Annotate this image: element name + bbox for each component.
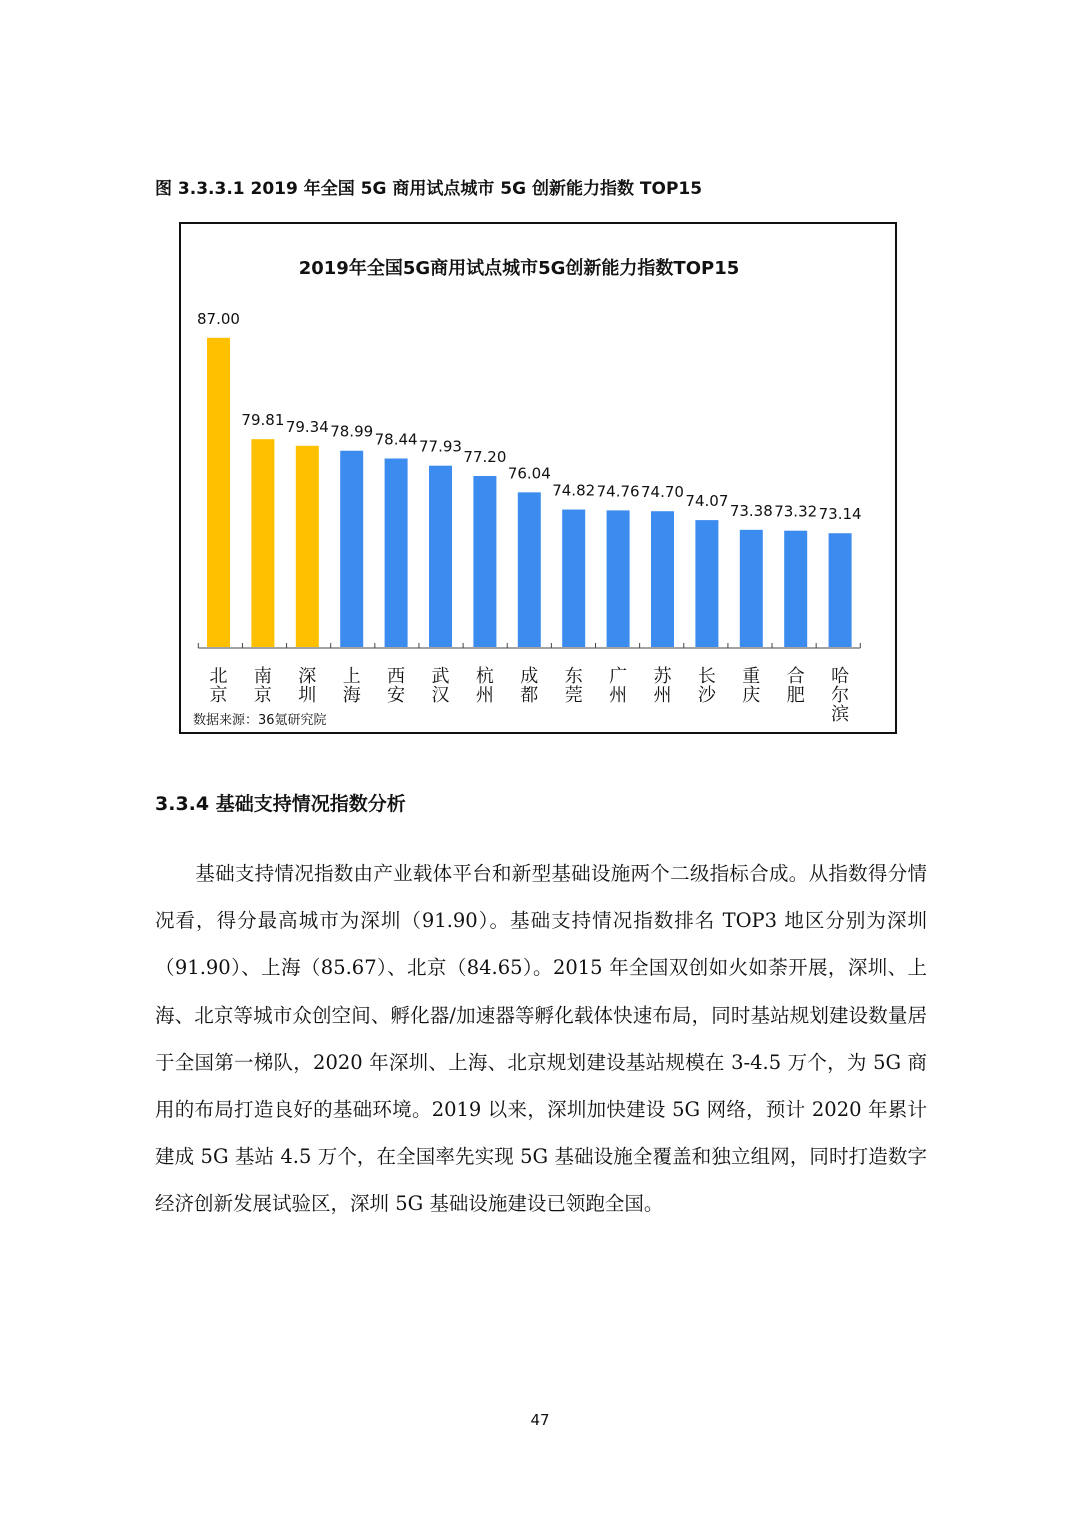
data-label: 79.81 — [241, 411, 285, 430]
bar-长沙 — [695, 520, 718, 647]
bar-成都 — [518, 492, 541, 647]
chart-svg — [181, 224, 895, 732]
body-paragraph — [155, 850, 927, 1228]
data-label: 73.14 — [818, 505, 862, 524]
category-label: 杭州 — [475, 666, 494, 706]
category-label: 成都 — [520, 666, 539, 706]
data-label: 74.82 — [552, 481, 596, 500]
bar-西安 — [385, 458, 408, 647]
data-label: 79.34 — [285, 417, 329, 436]
data-label: 77.20 — [463, 447, 507, 466]
category-label: 苏州 — [653, 666, 672, 706]
data-label: 74.76 — [596, 482, 640, 501]
bar-武汉 — [429, 466, 452, 647]
category-label: 西安 — [387, 666, 406, 706]
data-label: 73.38 — [729, 501, 773, 520]
category-label: 武汉 — [431, 666, 450, 706]
category-label: 长沙 — [697, 666, 716, 706]
bar-杭州 — [473, 476, 496, 647]
bar-合肥 — [784, 531, 807, 647]
data-label: 87.00 — [197, 309, 240, 328]
bar-chart — [179, 222, 897, 734]
bar-南京 — [251, 439, 274, 647]
body-paragraph-text: 基础支持情况指数由产业载体平台和新型基础设施两个二级指标合成。从指数得分情况看，得分最高城市为深圳（91.90）。基础支持情况指数排名 TOP3 地区分别为深圳（91.90）、上海（85.67）、北京（84.65）。2015 年全国双创如火如荼开展，深圳、上海、北京等城市众创空间、孵化器/加速器等孵化载体快速布局，同时基站规划建设数量居于全国第一梯队，2020 年深圳、上海、北京规划建设基站规模在 3-4.5 万个，为 5G 商用的布局打造良好的基础环境。2019 以来，深圳加快建设 5G 网络，预计 2020 年累计建成 5G 基站 4.5 万个，在全国率先实现 5G 基础设施全覆盖和独立组网，同时打造数字经济创新发展试验区，深圳 5G 基础设施建设已领跑全国。 — [155, 862, 927, 1216]
bar-重庆 — [740, 530, 763, 647]
category-label: 南京 — [253, 666, 272, 706]
data-label: 73.32 — [774, 502, 818, 521]
category-label: 合肥 — [786, 666, 805, 706]
category-label: 深圳 — [298, 666, 317, 706]
section-heading: 3.3.4 基础支持情况指数分析 — [155, 793, 406, 815]
data-label: 77.93 — [419, 437, 462, 456]
category-label: 东莞 — [564, 666, 583, 706]
bar-上海 — [340, 451, 363, 647]
data-label: 76.04 — [507, 464, 551, 483]
bar-苏州 — [651, 511, 674, 647]
bar-深圳 — [296, 446, 319, 647]
page-number: 47 — [530, 1411, 550, 1429]
data-label: 78.99 — [330, 422, 374, 441]
chart-title: 2019年全国5G商用试点城市5G创新能力指数TOP15 — [298, 258, 740, 279]
figure-caption: 图 3.3.3.1 2019 年全国 5G 商用试点城市 5G 创新能力指数 TOP15 — [155, 179, 703, 199]
data-label: 74.70 — [641, 483, 684, 502]
category-label: 重庆 — [742, 666, 761, 706]
category-label: 上海 — [342, 666, 361, 706]
category-label: 北京 — [209, 666, 228, 706]
category-label: 广州 — [609, 666, 628, 706]
bar-北京 — [207, 338, 230, 647]
bar-东莞 — [562, 510, 585, 647]
bar-广州 — [607, 510, 630, 647]
category-label: 哈尔滨 — [831, 666, 850, 725]
data-label: 74.07 — [685, 492, 729, 511]
data-label: 78.44 — [374, 430, 418, 449]
chart-source: 数据来源：36氪研究院 — [193, 713, 327, 728]
bar-哈尔滨 — [829, 533, 852, 647]
